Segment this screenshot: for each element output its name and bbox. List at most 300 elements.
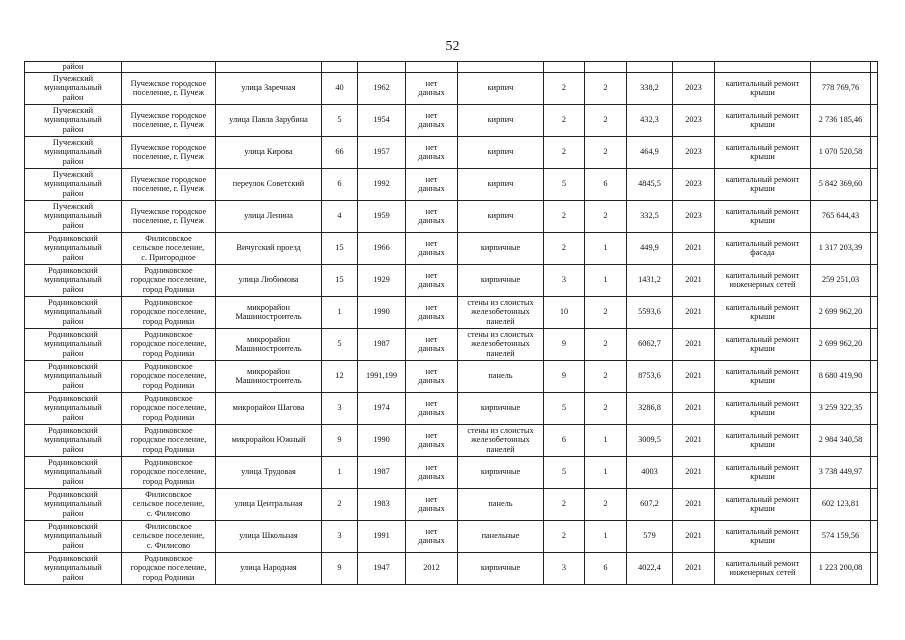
cell-text: Родниковское городское поселение, город Родники xyxy=(130,393,207,422)
cell-work-type xyxy=(715,62,811,73)
cell-text: улица Школьная xyxy=(239,531,298,541)
cell-settlement xyxy=(122,62,216,73)
cell-text: 2021 xyxy=(685,339,702,349)
cell-text: 1 317 203,39 xyxy=(818,243,863,253)
cell-house-number xyxy=(322,520,358,552)
cell-settlement xyxy=(122,360,216,392)
cell-settlement xyxy=(122,456,216,488)
cell-district xyxy=(25,296,122,328)
cell-text: 5 xyxy=(337,115,342,125)
cell-area xyxy=(627,520,673,552)
cell-cost xyxy=(811,168,871,200)
cell-work-type xyxy=(715,232,811,264)
cell-text: капитальный ремонт крыши xyxy=(725,430,800,450)
cell-build-year xyxy=(358,104,406,136)
cell-district xyxy=(25,360,122,392)
cell-spare xyxy=(871,296,878,328)
cell-text: нет данных xyxy=(418,494,445,514)
cell-text: 2 xyxy=(603,115,608,125)
cell-wall-material xyxy=(458,62,544,73)
cell-text: 2021 xyxy=(685,307,702,317)
cell-text: Филисовское сельское поселение, с. Филисово xyxy=(132,521,205,550)
cell-street xyxy=(216,200,322,232)
cell-house-number xyxy=(322,168,358,200)
cell-text: 1990 xyxy=(373,307,390,317)
cell-text: 2 xyxy=(561,531,567,541)
cell-text: Пучежский муниципальный район xyxy=(44,73,102,102)
cell-text: 9 xyxy=(561,371,567,381)
cell-text: улица Ленина xyxy=(244,211,293,221)
cell-floors xyxy=(544,328,585,360)
table-row xyxy=(25,104,878,136)
cell-area xyxy=(627,136,673,168)
cell-cost xyxy=(811,62,871,73)
cell-wall-material xyxy=(458,552,544,584)
table-row xyxy=(25,296,878,328)
cell-settlement xyxy=(122,296,216,328)
cell-work-type xyxy=(715,520,811,552)
cell-text: 8 680 419,90 xyxy=(818,371,863,381)
cell-work-type xyxy=(715,392,811,424)
cell-area xyxy=(627,62,673,73)
cell-text: 6 xyxy=(337,179,342,189)
cell-house-number xyxy=(322,232,358,264)
cell-text: Родниковское городское поселение, город Родники xyxy=(130,265,207,294)
table-row xyxy=(25,136,878,168)
cell-overhaul-year xyxy=(406,296,458,328)
cell-spare xyxy=(871,62,878,73)
cell-wall-material xyxy=(458,520,544,552)
cell-work-type xyxy=(715,200,811,232)
cell-work-type xyxy=(715,456,811,488)
cell-cost xyxy=(811,104,871,136)
cell-overhaul-year xyxy=(406,168,458,200)
cell-text: 3286,8 xyxy=(638,403,661,413)
cell-wall-material xyxy=(458,392,544,424)
cell-cost xyxy=(811,136,871,168)
cell-plan-year xyxy=(673,104,715,136)
cell-house-number xyxy=(322,72,358,104)
cell-build-year xyxy=(358,424,406,456)
cell-area xyxy=(627,168,673,200)
cell-text: 3009,5 xyxy=(638,435,661,445)
cell-text: капитальный ремонт крыши xyxy=(725,494,800,514)
cell-build-year xyxy=(358,264,406,296)
cell-text: капитальный ремонт крыши xyxy=(725,78,800,98)
cell-text: стены из слоистых железобетонных панелей xyxy=(467,297,534,326)
cell-text: нет данных xyxy=(418,430,445,450)
cell-text: капитальный ремонт крыши xyxy=(725,142,800,162)
cell-cost xyxy=(811,424,871,456)
cell-text: 2 xyxy=(603,211,608,221)
cell-text: 2 xyxy=(561,211,567,221)
cell-district xyxy=(25,552,122,584)
table-row-continuation xyxy=(25,62,878,73)
cell-build-year xyxy=(358,552,406,584)
cell-text: улица Павла Зарубина xyxy=(229,115,308,125)
cell-text: 2 xyxy=(603,499,608,509)
cell-house-number xyxy=(322,488,358,520)
cell-cost xyxy=(811,488,871,520)
cell-text: 1954 xyxy=(373,115,390,125)
cell-text: 2 xyxy=(561,243,567,253)
cell-text: 3 738 449,97 xyxy=(818,467,863,477)
cell-district xyxy=(25,328,122,360)
cell-text: нет данных xyxy=(418,270,445,290)
cell-text: нет данных xyxy=(418,174,445,194)
cell-text: 2 xyxy=(603,403,608,413)
cell-street xyxy=(216,328,322,360)
cell-floors xyxy=(544,552,585,584)
table-body xyxy=(25,62,878,585)
cell-plan-year xyxy=(673,136,715,168)
cell-build-year xyxy=(358,62,406,73)
cell-area xyxy=(627,200,673,232)
cell-district xyxy=(25,264,122,296)
cell-cost xyxy=(811,392,871,424)
cell-district xyxy=(25,392,122,424)
cell-spare xyxy=(871,520,878,552)
cell-settlement xyxy=(122,200,216,232)
cell-plan-year xyxy=(673,72,715,104)
cell-text: Родниковский муниципальный район xyxy=(44,425,102,454)
cell-build-year xyxy=(358,360,406,392)
cell-settlement xyxy=(122,328,216,360)
cell-text: капитальный ремонт крыши xyxy=(725,398,800,418)
cell-cost xyxy=(811,456,871,488)
cell-overhaul-year xyxy=(406,104,458,136)
cell-text: 2 xyxy=(561,83,567,93)
cell-text: 1 223 200,08 xyxy=(818,563,863,573)
cell-overhaul-year xyxy=(406,360,458,392)
cell-text: панель xyxy=(488,499,513,509)
table-row xyxy=(25,520,878,552)
cell-text: 332,5 xyxy=(640,211,659,221)
cell-text: улица Народная xyxy=(240,563,297,573)
table-row xyxy=(25,552,878,584)
cell-work-type xyxy=(715,168,811,200)
cell-text: 449,9 xyxy=(640,243,659,253)
cell-entrances xyxy=(585,104,627,136)
cell-floors xyxy=(544,62,585,73)
cell-text: нет данных xyxy=(418,206,445,226)
cell-text: 40 xyxy=(335,83,344,93)
cell-text: Родниковское городское поселение, город Родники xyxy=(130,329,207,358)
cell-text: 607,2 xyxy=(640,499,659,509)
cell-text: 3 xyxy=(561,563,567,573)
cell-text: 6 xyxy=(603,563,608,573)
cell-house-number xyxy=(322,552,358,584)
cell-text: 1 070 520,58 xyxy=(818,147,863,157)
cell-spare xyxy=(871,104,878,136)
table-row xyxy=(25,424,878,456)
cell-text: 6062,7 xyxy=(638,339,661,349)
cell-entrances xyxy=(585,360,627,392)
cell-text: 2021 xyxy=(685,467,702,477)
cell-cost xyxy=(811,552,871,584)
table-row xyxy=(25,72,878,104)
cell-area xyxy=(627,424,673,456)
cell-text: 1929 xyxy=(373,275,390,285)
cell-entrances xyxy=(585,328,627,360)
cell-text: Пучежское городское поселение, г. Пучеж xyxy=(130,142,207,162)
cell-area xyxy=(627,72,673,104)
cell-spare xyxy=(871,232,878,264)
cell-text: 1974 xyxy=(373,403,390,413)
cell-text: 4003 xyxy=(641,467,658,477)
cell-floors xyxy=(544,168,585,200)
cell-district xyxy=(25,200,122,232)
cell-wall-material xyxy=(458,72,544,104)
cell-plan-year xyxy=(673,168,715,200)
cell-work-type xyxy=(715,72,811,104)
cell-text: 259 251,03 xyxy=(821,275,860,285)
cell-text: 1991 xyxy=(373,531,390,541)
cell-text: капитальный ремонт инженерных сетей xyxy=(725,270,800,290)
cell-house-number xyxy=(322,296,358,328)
cell-floors xyxy=(544,488,585,520)
cell-text: Родниковское городское поселение, город Родники xyxy=(130,361,207,390)
cell-floors xyxy=(544,136,585,168)
cell-text: кирпичные xyxy=(480,403,521,413)
cell-settlement xyxy=(122,168,216,200)
cell-text: Родниковский муниципальный район xyxy=(44,457,102,486)
cell-text: 1 xyxy=(603,467,608,477)
cell-text: Пучежский муниципальный район xyxy=(44,105,102,134)
cell-wall-material xyxy=(458,488,544,520)
table-row xyxy=(25,232,878,264)
cell-text: микрорайон Южный xyxy=(231,435,306,445)
cell-text: 338,2 xyxy=(640,83,659,93)
cell-floors xyxy=(544,424,585,456)
cell-entrances xyxy=(585,552,627,584)
cell-text: Пучежское городское поселение, г. Пучеж xyxy=(130,78,207,98)
cell-text: 1 xyxy=(337,307,342,317)
cell-build-year xyxy=(358,520,406,552)
cell-work-type xyxy=(715,424,811,456)
cell-text: Пучежское городское поселение, г. Пучеж xyxy=(130,110,207,130)
cell-floors xyxy=(544,296,585,328)
cell-text: 1 xyxy=(603,435,608,445)
cell-text: Филисовское сельское поселение, с. Пригородное xyxy=(132,233,205,262)
cell-entrances xyxy=(585,424,627,456)
cell-district xyxy=(25,136,122,168)
cell-text: 3 259 322,35 xyxy=(818,403,863,413)
cell-text: кирпичные xyxy=(480,467,521,477)
cell-text: стены из слоистых железобетонных панелей xyxy=(467,329,534,358)
cell-wall-material xyxy=(458,136,544,168)
cell-text: улица Любимова xyxy=(238,275,299,285)
cell-street xyxy=(216,456,322,488)
cell-house-number xyxy=(322,264,358,296)
cell-text: 2023 xyxy=(685,83,702,93)
cell-area xyxy=(627,264,673,296)
cell-text: Родниковское городское поселение, город Родники xyxy=(130,553,207,582)
cell-entrances xyxy=(585,488,627,520)
cell-overhaul-year xyxy=(406,232,458,264)
cell-text: капитальный ремонт крыши xyxy=(725,366,800,386)
cell-text: Родниковское городское поселение, город Родники xyxy=(130,425,207,454)
cell-text: Родниковский муниципальный район xyxy=(44,329,102,358)
cell-text: нет данных xyxy=(418,366,445,386)
cell-text: 1991,199 xyxy=(365,371,398,381)
cell-build-year xyxy=(358,456,406,488)
cell-plan-year xyxy=(673,552,715,584)
cell-work-type xyxy=(715,328,811,360)
cell-build-year xyxy=(358,72,406,104)
cell-district xyxy=(25,424,122,456)
cell-wall-material xyxy=(458,104,544,136)
cell-plan-year xyxy=(673,62,715,73)
cell-work-type xyxy=(715,136,811,168)
cell-text: 1 xyxy=(603,531,608,541)
cell-build-year xyxy=(358,488,406,520)
cell-work-type xyxy=(715,296,811,328)
cell-text: 778 769,76 xyxy=(821,83,860,93)
cell-text: 2 984 340,58 xyxy=(818,435,863,445)
cell-cost xyxy=(811,200,871,232)
cell-street xyxy=(216,72,322,104)
cell-spare xyxy=(871,392,878,424)
cell-settlement xyxy=(122,136,216,168)
cell-spare xyxy=(871,360,878,392)
cell-overhaul-year xyxy=(406,264,458,296)
cell-area xyxy=(627,488,673,520)
cell-build-year xyxy=(358,168,406,200)
cell-text: 10 xyxy=(559,307,569,317)
cell-floors xyxy=(544,104,585,136)
cell-text: 8753,6 xyxy=(638,371,661,381)
cell-spare xyxy=(871,424,878,456)
cell-text: 1 xyxy=(603,275,608,285)
cell-text: 2 699 962,20 xyxy=(818,339,863,349)
cell-text: Пучежское городское поселение, г. Пучеж xyxy=(130,206,207,226)
cell-text: улица Кирова xyxy=(244,147,293,157)
cell-text: Пучежский муниципальный район xyxy=(44,201,102,230)
cell-text: нет данных xyxy=(418,78,445,98)
table-row xyxy=(25,200,878,232)
cell-text: 2021 xyxy=(685,531,702,541)
cell-district xyxy=(25,520,122,552)
cell-text: 5 xyxy=(561,467,567,477)
cell-floors xyxy=(544,360,585,392)
cell-area xyxy=(627,232,673,264)
table-row xyxy=(25,264,878,296)
cell-text: кирпичные xyxy=(480,275,521,285)
cell-plan-year xyxy=(673,360,715,392)
cell-plan-year xyxy=(673,392,715,424)
cell-spare xyxy=(871,328,878,360)
cell-settlement xyxy=(122,72,216,104)
cell-text: Родниковское городское поселение, город Родники xyxy=(130,457,207,486)
cell-text: 2 699 962,20 xyxy=(818,307,863,317)
cell-text: 1987 xyxy=(373,467,390,477)
cell-text: 5 xyxy=(337,339,342,349)
cell-street xyxy=(216,520,322,552)
cell-street xyxy=(216,104,322,136)
cell-wall-material xyxy=(458,296,544,328)
cell-settlement xyxy=(122,520,216,552)
cell-street xyxy=(216,392,322,424)
cell-text: 2021 xyxy=(685,563,702,573)
page-number: 52 xyxy=(445,39,460,54)
cell-cost xyxy=(811,232,871,264)
cell-text: Родниковский муниципальный район xyxy=(44,361,102,390)
cell-area xyxy=(627,552,673,584)
cell-text: стены из слоистых железобетонных панелей xyxy=(467,425,534,454)
cell-plan-year xyxy=(673,520,715,552)
cell-cost xyxy=(811,328,871,360)
cell-text: 2021 xyxy=(685,499,702,509)
cell-plan-year xyxy=(673,424,715,456)
cell-settlement xyxy=(122,264,216,296)
cell-text: 3 xyxy=(561,275,567,285)
cell-street xyxy=(216,62,322,73)
cell-wall-material xyxy=(458,232,544,264)
cell-text: 2 xyxy=(561,499,567,509)
cell-settlement xyxy=(122,392,216,424)
cell-district xyxy=(25,168,122,200)
cell-text: 9 xyxy=(337,435,342,445)
cell-street xyxy=(216,136,322,168)
cell-text: 2 xyxy=(603,371,608,381)
cell-text: Родниковский муниципальный район xyxy=(44,297,102,326)
cell-text: кирпич xyxy=(487,83,514,93)
cell-entrances xyxy=(585,62,627,73)
cell-text: 15 xyxy=(335,275,344,285)
cell-text: Родниковский муниципальный район xyxy=(44,265,102,294)
cell-plan-year xyxy=(673,264,715,296)
cell-text: 2 xyxy=(603,147,608,157)
cell-text: 432,3 xyxy=(640,115,659,125)
cell-text: Пучежский муниципальный район xyxy=(44,169,102,198)
cell-build-year xyxy=(358,328,406,360)
cell-text: 579 xyxy=(643,531,656,541)
cell-plan-year xyxy=(673,232,715,264)
cell-wall-material xyxy=(458,328,544,360)
cell-text: кирпич xyxy=(487,147,514,157)
cell-build-year xyxy=(358,136,406,168)
cell-text: 2023 xyxy=(685,211,702,221)
cell-text: 3 xyxy=(337,403,342,413)
cell-street xyxy=(216,552,322,584)
cell-text: 1 xyxy=(603,243,608,253)
cell-house-number xyxy=(322,104,358,136)
cell-text: 2 xyxy=(603,339,608,349)
cell-text: 2021 xyxy=(685,435,702,445)
cell-text: капитальный ремонт крыши xyxy=(725,110,800,130)
cell-text: Пучежский муниципальный район xyxy=(44,137,102,166)
cell-text: кирпич xyxy=(487,115,514,125)
cell-text: Вичугский проезд xyxy=(236,243,301,253)
cell-overhaul-year xyxy=(406,520,458,552)
cell-text: 2021 xyxy=(685,275,702,285)
cell-text: 9 xyxy=(561,339,567,349)
cell-text: Родниковский муниципальный район xyxy=(44,553,102,582)
cell-text: 602 123,81 xyxy=(821,499,860,509)
cell-text: нет данных xyxy=(418,462,445,482)
cell-district xyxy=(25,62,122,73)
cell-entrances xyxy=(585,200,627,232)
cell-overhaul-year xyxy=(406,328,458,360)
cell-spare xyxy=(871,168,878,200)
cell-text: 574 159,56 xyxy=(821,531,860,541)
cell-text: микрорайон Шагова xyxy=(232,403,305,413)
cell-wall-material xyxy=(458,360,544,392)
cell-entrances xyxy=(585,168,627,200)
cell-floors xyxy=(544,520,585,552)
cell-text: 1966 xyxy=(373,243,390,253)
